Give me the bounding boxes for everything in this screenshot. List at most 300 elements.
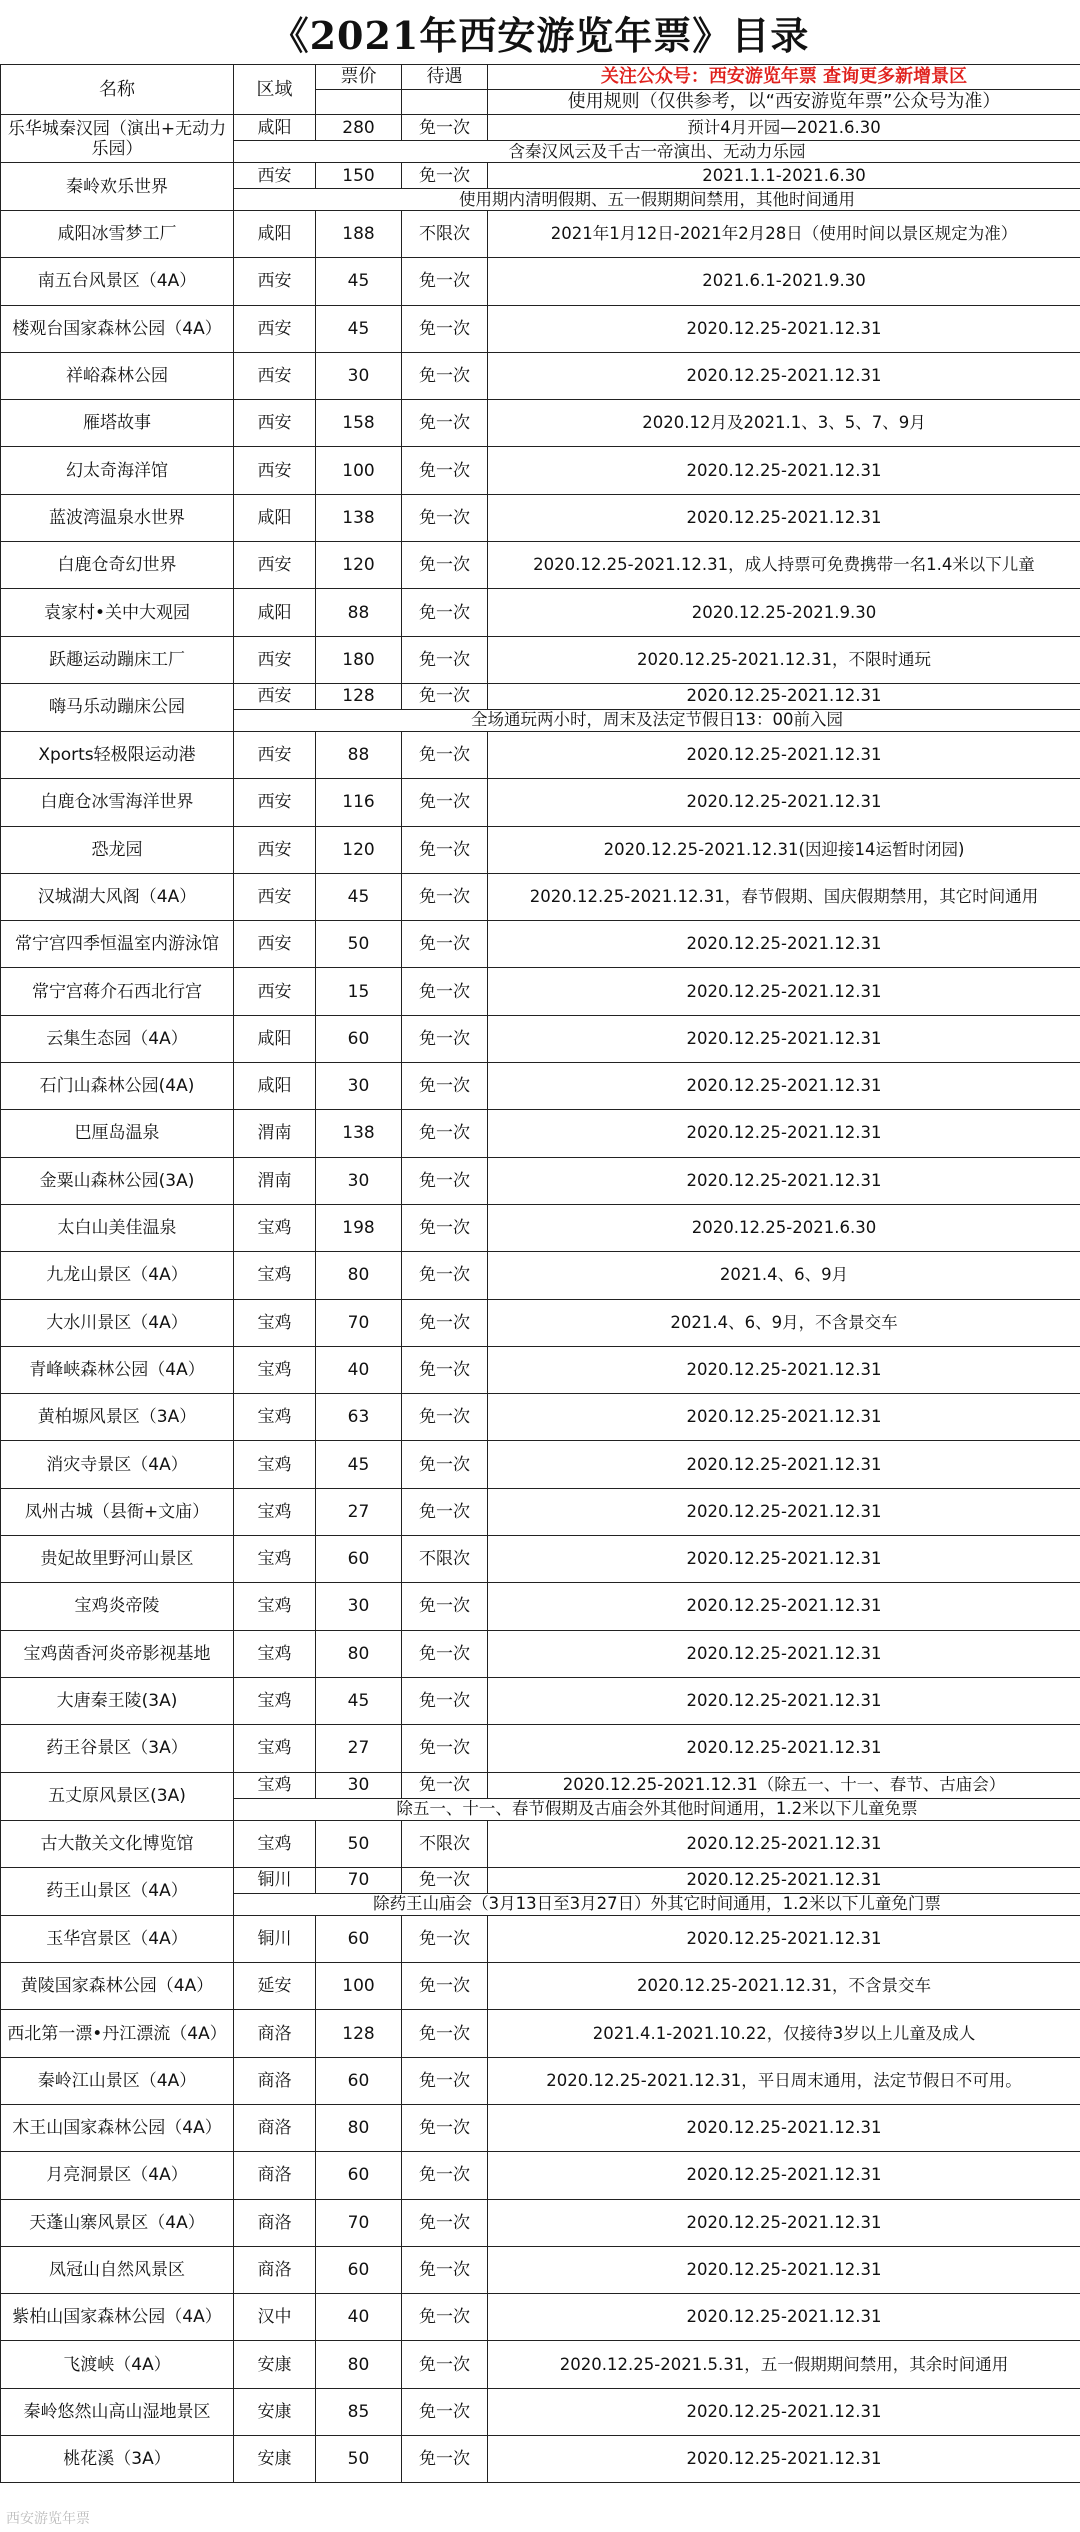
attraction-area: 西安 bbox=[234, 921, 316, 968]
attraction-benefit: 免一次 bbox=[402, 1488, 488, 1535]
attraction-price: 50 bbox=[316, 2436, 402, 2483]
attraction-name: 雁塔故事 bbox=[1, 400, 234, 447]
attraction-note: 2021.6.1-2021.9.30 bbox=[488, 258, 1080, 305]
table-row bbox=[1, 2104, 1080, 2151]
attraction-name: 宝鸡炎帝陵 bbox=[1, 1583, 234, 1630]
attraction-note: 2020.12.25-2021.12.31 bbox=[488, 352, 1080, 399]
attraction-area: 宝鸡 bbox=[234, 1394, 316, 1441]
attraction-name: 白鹿仓奇幻世界 bbox=[1, 542, 234, 589]
attraction-benefit: 免一次 bbox=[402, 636, 488, 683]
attraction-name: 凤冠山自然风景区 bbox=[1, 2246, 234, 2293]
attraction-area: 宝鸡 bbox=[234, 1820, 316, 1867]
attraction-name: 常宁宫蒋介石西北行宫 bbox=[1, 968, 234, 1015]
watermark: 西安游览年票 bbox=[6, 2511, 90, 2527]
attraction-price: 30 bbox=[316, 1583, 402, 1630]
page-title: 《2021年西安游览年票》目录 bbox=[270, 12, 810, 58]
attraction-benefit: 免一次 bbox=[402, 2199, 488, 2246]
attraction-area: 商洛 bbox=[234, 2104, 316, 2151]
attraction-area: 安康 bbox=[234, 2341, 316, 2388]
table-row bbox=[1, 873, 1080, 920]
attraction-name: 九龙山景区（4A） bbox=[1, 1252, 234, 1299]
table-row bbox=[1, 1772, 1080, 1798]
table-row bbox=[1, 1441, 1080, 1488]
attraction-note: 2020.12.25-2021.12.31 bbox=[488, 683, 1080, 709]
table-row bbox=[1, 494, 1080, 541]
table-row bbox=[1, 921, 1080, 968]
attraction-note: 2020.12.25-2021.12.31(因迎接14运暂时闭园) bbox=[488, 826, 1080, 873]
attraction-note: 2020.12.25-2021.12.31，不含景交车 bbox=[488, 1963, 1080, 2010]
table-row bbox=[1, 1963, 1080, 2010]
attraction-area: 西安 bbox=[234, 779, 316, 826]
attraction-name: 秦岭悠然山高山湿地景区 bbox=[1, 2388, 234, 2435]
attraction-area: 商洛 bbox=[234, 2246, 316, 2293]
attraction-name: 消灾寺景区（4A） bbox=[1, 1441, 234, 1488]
table-row bbox=[1, 2294, 1080, 2341]
header-price-blank bbox=[316, 90, 402, 115]
attraction-area: 西安 bbox=[234, 352, 316, 399]
attraction-note: 2020.12.25-2021.12.31 bbox=[488, 779, 1080, 826]
attraction-name: 古大散关文化博览馆 bbox=[1, 1820, 234, 1867]
attraction-name: 凤州古城（县衙+文庙） bbox=[1, 1488, 234, 1535]
attractions-table bbox=[0, 64, 1080, 2483]
attraction-price: 30 bbox=[316, 1063, 402, 1110]
attraction-price: 60 bbox=[316, 1536, 402, 1583]
attraction-benefit: 免一次 bbox=[402, 1963, 488, 2010]
attraction-note: 2020.12.25-2021.12.31（除五一、十一、春节、古庙会） bbox=[488, 1772, 1080, 1798]
attraction-price: 60 bbox=[316, 1015, 402, 1062]
attraction-benefit: 免一次 bbox=[402, 1346, 488, 1393]
table-row bbox=[1, 1063, 1080, 1110]
attraction-area: 西安 bbox=[234, 305, 316, 352]
attraction-benefit: 免一次 bbox=[402, 968, 488, 1015]
attraction-price: 27 bbox=[316, 1725, 402, 1772]
table-row bbox=[1, 1820, 1080, 1867]
attraction-area: 商洛 bbox=[234, 2152, 316, 2199]
table-row bbox=[1, 1488, 1080, 1535]
table-row bbox=[1, 826, 1080, 873]
attraction-benefit: 免一次 bbox=[402, 1394, 488, 1441]
attraction-name: 咸阳冰雪梦工厂 bbox=[1, 211, 234, 258]
attraction-area: 铜川 bbox=[234, 1867, 316, 1893]
attraction-note: 2020.12.25-2021.12.31 bbox=[488, 2152, 1080, 2199]
attraction-name: 南五台风景区（4A） bbox=[1, 258, 234, 305]
attraction-benefit: 免一次 bbox=[402, 2057, 488, 2104]
attraction-area: 西安 bbox=[234, 683, 316, 709]
attraction-price: 45 bbox=[316, 305, 402, 352]
attraction-area: 咸阳 bbox=[234, 494, 316, 541]
table-row bbox=[1, 1583, 1080, 1630]
attraction-area: 铜川 bbox=[234, 1915, 316, 1962]
table-row bbox=[1, 163, 1080, 189]
attraction-note: 2021.1.1-2021.6.30 bbox=[488, 163, 1080, 189]
attraction-note: 2020.12.25-2021.12.31 bbox=[488, 494, 1080, 541]
attraction-note: 2020.12.25-2021.12.31 bbox=[488, 731, 1080, 778]
attraction-benefit: 不限次 bbox=[402, 211, 488, 258]
attraction-benefit: 免一次 bbox=[402, 731, 488, 778]
attraction-name: 桃花溪（3A） bbox=[1, 2436, 234, 2483]
attraction-area: 安康 bbox=[234, 2388, 316, 2435]
table-row bbox=[1, 2341, 1080, 2388]
attraction-price: 40 bbox=[316, 1346, 402, 1393]
attraction-area: 商洛 bbox=[234, 2199, 316, 2246]
attraction-area: 汉中 bbox=[234, 2294, 316, 2341]
header-benefit-blank bbox=[402, 90, 488, 115]
table-row bbox=[1, 636, 1080, 683]
attraction-price: 50 bbox=[316, 1820, 402, 1867]
attraction-benefit: 免一次 bbox=[402, 1583, 488, 1630]
attraction-area: 咸阳 bbox=[234, 1015, 316, 1062]
attraction-note: 2020.12.25-2021.12.31 bbox=[488, 2388, 1080, 2435]
attraction-note: 2020.12.25-2021.12.31 bbox=[488, 2294, 1080, 2341]
attraction-name: 青峰峡森林公园（4A） bbox=[1, 1346, 234, 1393]
attraction-note: 2020.12.25-2021.12.31 bbox=[488, 2246, 1080, 2293]
attraction-note: 2020.12.25-2021.12.31 bbox=[488, 968, 1080, 1015]
table-row bbox=[1, 1346, 1080, 1393]
attraction-price: 280 bbox=[316, 115, 402, 141]
attraction-area: 商洛 bbox=[234, 2057, 316, 2104]
attraction-note: 2020.12.25-2021.12.31 bbox=[488, 1110, 1080, 1157]
attraction-extra-note: 全场通玩两小时，周末及法定节假日13：00前入园 bbox=[234, 709, 1080, 731]
attraction-price: 60 bbox=[316, 2152, 402, 2199]
attraction-price: 80 bbox=[316, 1252, 402, 1299]
attraction-area: 西安 bbox=[234, 873, 316, 920]
attraction-benefit: 免一次 bbox=[402, 2388, 488, 2435]
attraction-benefit: 免一次 bbox=[402, 2152, 488, 2199]
attraction-price: 100 bbox=[316, 1963, 402, 2010]
attraction-area: 咸阳 bbox=[234, 115, 316, 141]
table-row bbox=[1, 1536, 1080, 1583]
table-row bbox=[1, 589, 1080, 636]
attraction-note: 2020.12.25-2021.12.31 bbox=[488, 1677, 1080, 1724]
attraction-note: 2021.4、6、9月 bbox=[488, 1252, 1080, 1299]
table-row bbox=[1, 1015, 1080, 1062]
attraction-note: 2021.4.1-2021.10.22，仅接待3岁以上儿童及成人 bbox=[488, 2010, 1080, 2057]
attraction-note: 2020.12.25-2021.12.31，春节假期、国庆假期禁用，其它时间通用 bbox=[488, 873, 1080, 920]
attraction-benefit: 免一次 bbox=[402, 352, 488, 399]
attraction-price: 60 bbox=[316, 1915, 402, 1962]
attraction-name: 木王山国家森林公园（4A） bbox=[1, 2104, 234, 2151]
table-row bbox=[1, 1157, 1080, 1204]
attraction-price: 40 bbox=[316, 2294, 402, 2341]
attraction-note: 2020.12.25-2021.12.31 bbox=[488, 447, 1080, 494]
attraction-name: 月亮洞景区（4A） bbox=[1, 2152, 234, 2199]
table-row bbox=[1, 2199, 1080, 2246]
attraction-price: 45 bbox=[316, 1441, 402, 1488]
attraction-benefit: 免一次 bbox=[402, 779, 488, 826]
table-row bbox=[1, 1204, 1080, 1251]
attraction-price: 60 bbox=[316, 2246, 402, 2293]
attraction-price: 116 bbox=[316, 779, 402, 826]
attraction-price: 128 bbox=[316, 2010, 402, 2057]
attraction-benefit: 免一次 bbox=[402, 1015, 488, 1062]
attraction-name: 常宁宫四季恒温室内游泳馆 bbox=[1, 921, 234, 968]
attraction-benefit: 免一次 bbox=[402, 589, 488, 636]
table-row bbox=[1, 2152, 1080, 2199]
attraction-extra-note: 除药王山庙会（3月13日至3月27日）外其它时间通用，1.2米以下儿童免门票 bbox=[234, 1893, 1080, 1915]
header-row bbox=[1, 65, 1080, 90]
attraction-area: 宝鸡 bbox=[234, 1488, 316, 1535]
attraction-price: 80 bbox=[316, 2341, 402, 2388]
attraction-name: 白鹿仓冰雪海洋世界 bbox=[1, 779, 234, 826]
attraction-note: 2020.12.25-2021.12.31 bbox=[488, 2104, 1080, 2151]
attraction-area: 西安 bbox=[234, 968, 316, 1015]
attraction-name: 云集生态园（4A） bbox=[1, 1015, 234, 1062]
attraction-area: 宝鸡 bbox=[234, 1725, 316, 1772]
header-area: 区域 bbox=[234, 65, 316, 115]
attraction-area: 商洛 bbox=[234, 2010, 316, 2057]
attraction-benefit: 免一次 bbox=[402, 873, 488, 920]
attraction-note: 2020.12.25-2021.12.31 bbox=[488, 921, 1080, 968]
attraction-area: 宝鸡 bbox=[234, 1204, 316, 1251]
attraction-price: 150 bbox=[316, 163, 402, 189]
attraction-name: 宝鸡茵香河炎帝影视基地 bbox=[1, 1630, 234, 1677]
attraction-name: 幻太奇海洋馆 bbox=[1, 447, 234, 494]
attraction-note: 2020.12.25-2021.12.31 bbox=[488, 1015, 1080, 1062]
attraction-area: 西安 bbox=[234, 826, 316, 873]
table-row bbox=[1, 1677, 1080, 1724]
table-row bbox=[1, 115, 1080, 141]
attraction-name: 紫柏山国家森林公园（4A） bbox=[1, 2294, 234, 2341]
attraction-benefit: 免一次 bbox=[402, 115, 488, 141]
attraction-note: 2020.12.25-2021.12.31 bbox=[488, 1725, 1080, 1772]
table-row bbox=[1, 2010, 1080, 2057]
attraction-area: 咸阳 bbox=[234, 1063, 316, 1110]
attraction-name: 跃趣运动蹦床工厂 bbox=[1, 636, 234, 683]
attraction-name: 天蓬山寨风景区（4A） bbox=[1, 2199, 234, 2246]
attraction-note: 2020.12.25-2021.12.31 bbox=[488, 2436, 1080, 2483]
table-row bbox=[1, 447, 1080, 494]
attraction-price: 70 bbox=[316, 1867, 402, 1893]
attraction-note: 2020.12.25-2021.12.31 bbox=[488, 1820, 1080, 1867]
attraction-area: 西安 bbox=[234, 731, 316, 778]
attraction-benefit: 免一次 bbox=[402, 2104, 488, 2151]
attraction-benefit: 免一次 bbox=[402, 1063, 488, 1110]
attraction-note: 2020.12.25-2021.6.30 bbox=[488, 1204, 1080, 1251]
table-row bbox=[1, 2436, 1080, 2483]
attraction-area: 西安 bbox=[234, 400, 316, 447]
attraction-benefit: 免一次 bbox=[402, 1725, 488, 1772]
attraction-name: Xports轻极限运动港 bbox=[1, 731, 234, 778]
table-row bbox=[1, 1110, 1080, 1157]
attraction-note: 2020.12.25-2021.12.31 bbox=[488, 1488, 1080, 1535]
table-row bbox=[1, 1725, 1080, 1772]
attraction-benefit: 免一次 bbox=[402, 1772, 488, 1798]
attraction-price: 30 bbox=[316, 1157, 402, 1204]
attraction-note: 2020.12.25-2021.12.31，平日周末通用，法定节假日不可用。 bbox=[488, 2057, 1080, 2104]
table-row bbox=[1, 542, 1080, 589]
attraction-note: 2020.12月及2021.1、3、5、7、9月 bbox=[488, 400, 1080, 447]
attraction-price: 120 bbox=[316, 826, 402, 873]
attraction-name: 巴厘岛温泉 bbox=[1, 1110, 234, 1157]
table-row bbox=[1, 1394, 1080, 1441]
attraction-note: 2021.4、6、9月，不含景交车 bbox=[488, 1299, 1080, 1346]
attraction-price: 70 bbox=[316, 1299, 402, 1346]
table-row bbox=[1, 1867, 1080, 1893]
attraction-extra-note: 含秦汉风云及千古一帝演出、无动力乐园 bbox=[234, 141, 1080, 163]
attraction-area: 宝鸡 bbox=[234, 1583, 316, 1630]
attraction-price: 45 bbox=[316, 258, 402, 305]
table-row bbox=[1, 2057, 1080, 2104]
attraction-note: 2020.12.25-2021.12.31 bbox=[488, 1867, 1080, 1893]
table-row bbox=[1, 258, 1080, 305]
attraction-benefit: 免一次 bbox=[402, 1441, 488, 1488]
attraction-name: 贵妃故里野河山景区 bbox=[1, 1536, 234, 1583]
attraction-name: 嗨马乐动蹦床公园 bbox=[1, 683, 234, 731]
attraction-price: 80 bbox=[316, 1630, 402, 1677]
attraction-note: 2020.12.25-2021.12.31 bbox=[488, 1915, 1080, 1962]
attraction-name: 祥峪森林公园 bbox=[1, 352, 234, 399]
attraction-name: 袁家村•关中大观园 bbox=[1, 589, 234, 636]
attraction-benefit: 免一次 bbox=[402, 1867, 488, 1893]
attraction-benefit: 免一次 bbox=[402, 258, 488, 305]
attraction-name: 楼观台国家森林公园（4A） bbox=[1, 305, 234, 352]
table-row bbox=[1, 1630, 1080, 1677]
attraction-price: 45 bbox=[316, 873, 402, 920]
attraction-note: 2020.12.25-2021.12.31，成人持票可免费携带一名1.4米以下儿童 bbox=[488, 542, 1080, 589]
header-price: 票价 bbox=[316, 65, 402, 90]
attraction-benefit: 免一次 bbox=[402, 494, 488, 541]
attraction-price: 60 bbox=[316, 2057, 402, 2104]
attraction-name: 飞渡峡（4A） bbox=[1, 2341, 234, 2388]
attraction-price: 80 bbox=[316, 2104, 402, 2151]
attraction-note: 2020.12.25-2021.12.31 bbox=[488, 2199, 1080, 2246]
attraction-note: 2020.12.25-2021.9.30 bbox=[488, 589, 1080, 636]
attraction-price: 88 bbox=[316, 589, 402, 636]
attraction-name: 玉华宫景区（4A） bbox=[1, 1915, 234, 1962]
attraction-price: 45 bbox=[316, 1677, 402, 1724]
table-row bbox=[1, 968, 1080, 1015]
attraction-benefit: 免一次 bbox=[402, 2010, 488, 2057]
attraction-area: 宝鸡 bbox=[234, 1536, 316, 1583]
attraction-note: 2020.12.25-2021.12.31 bbox=[488, 1157, 1080, 1204]
attraction-area: 西安 bbox=[234, 636, 316, 683]
table-row bbox=[1, 731, 1080, 778]
attraction-benefit: 免一次 bbox=[402, 1630, 488, 1677]
attraction-name: 石门山森林公园(4A) bbox=[1, 1063, 234, 1110]
attraction-benefit: 免一次 bbox=[402, 1299, 488, 1346]
attraction-area: 宝鸡 bbox=[234, 1772, 316, 1798]
attraction-price: 70 bbox=[316, 2199, 402, 2246]
attraction-name: 乐华城秦汉园（演出+无动力乐园） bbox=[1, 115, 234, 163]
attraction-name: 药王山景区（4A） bbox=[1, 1867, 234, 1915]
attraction-name: 太白山美佳温泉 bbox=[1, 1204, 234, 1251]
attraction-name: 黄柏塬风景区（3A） bbox=[1, 1394, 234, 1441]
attraction-area: 渭南 bbox=[234, 1157, 316, 1204]
attraction-area: 宝鸡 bbox=[234, 1346, 316, 1393]
attraction-price: 138 bbox=[316, 1110, 402, 1157]
attraction-benefit: 免一次 bbox=[402, 305, 488, 352]
attraction-price: 100 bbox=[316, 447, 402, 494]
attraction-price: 188 bbox=[316, 211, 402, 258]
attraction-benefit: 不限次 bbox=[402, 1536, 488, 1583]
attraction-benefit: 免一次 bbox=[402, 400, 488, 447]
table-row bbox=[1, 1252, 1080, 1299]
attraction-price: 138 bbox=[316, 494, 402, 541]
attraction-benefit: 免一次 bbox=[402, 683, 488, 709]
attraction-note: 2020.12.25-2021.12.31 bbox=[488, 1630, 1080, 1677]
attraction-name: 五丈原风景区(3A) bbox=[1, 1772, 234, 1820]
attraction-area: 西安 bbox=[234, 258, 316, 305]
table-row bbox=[1, 305, 1080, 352]
attraction-note: 2020.12.25-2021.12.31 bbox=[488, 1536, 1080, 1583]
attraction-extra-note: 使用期内清明假期、五一假期期间禁用，其他时间通用 bbox=[234, 189, 1080, 211]
attraction-note: 2020.12.25-2021.12.31 bbox=[488, 1063, 1080, 1110]
attraction-area: 安康 bbox=[234, 2436, 316, 2483]
attraction-note: 2021年1月12日-2021年2月28日（使用时间以景区规定为准） bbox=[488, 211, 1080, 258]
table-row bbox=[1, 683, 1080, 709]
attraction-price: 158 bbox=[316, 400, 402, 447]
attraction-area: 渭南 bbox=[234, 1110, 316, 1157]
attraction-note: 2020.12.25-2021.12.31 bbox=[488, 1394, 1080, 1441]
attraction-benefit: 免一次 bbox=[402, 2294, 488, 2341]
table-row bbox=[1, 2246, 1080, 2293]
attraction-price: 88 bbox=[316, 731, 402, 778]
attraction-name: 西北第一漂•丹江漂流（4A） bbox=[1, 2010, 234, 2057]
attraction-price: 30 bbox=[316, 352, 402, 399]
attraction-area: 西安 bbox=[234, 447, 316, 494]
header-name: 名称 bbox=[1, 65, 234, 115]
attraction-name: 大水川景区（4A） bbox=[1, 1299, 234, 1346]
attraction-note: 2020.12.25-2021.12.31 bbox=[488, 1441, 1080, 1488]
table-row bbox=[1, 2388, 1080, 2435]
attraction-benefit: 免一次 bbox=[402, 1110, 488, 1157]
table-row bbox=[1, 400, 1080, 447]
attraction-price: 63 bbox=[316, 1394, 402, 1441]
attraction-note: 2020.12.25-2021.12.31，不限时通玩 bbox=[488, 636, 1080, 683]
attraction-benefit: 免一次 bbox=[402, 1677, 488, 1724]
attraction-name: 秦岭欢乐世界 bbox=[1, 163, 234, 211]
attraction-benefit: 免一次 bbox=[402, 2436, 488, 2483]
attraction-benefit: 免一次 bbox=[402, 921, 488, 968]
promo-banner: 关注公众号：西安游览年票 查询更多新增景区 bbox=[488, 65, 1080, 90]
attraction-price: 198 bbox=[316, 1204, 402, 1251]
attraction-name: 蓝波湾温泉水世界 bbox=[1, 494, 234, 541]
attraction-area: 延安 bbox=[234, 1963, 316, 2010]
attraction-benefit: 免一次 bbox=[402, 163, 488, 189]
header-benefit: 待遇 bbox=[402, 65, 488, 90]
table-row bbox=[1, 1915, 1080, 1962]
rules-note: 使用规则（仅供参考，以“西安游览年票”公众号为准） bbox=[488, 90, 1080, 115]
attraction-note: 预计4月开园—2021.6.30 bbox=[488, 115, 1080, 141]
attraction-area: 宝鸡 bbox=[234, 1252, 316, 1299]
attraction-benefit: 免一次 bbox=[402, 447, 488, 494]
attraction-note: 2020.12.25-2021.12.31 bbox=[488, 1346, 1080, 1393]
attraction-name: 药王谷景区（3A） bbox=[1, 1725, 234, 1772]
attraction-benefit: 免一次 bbox=[402, 1157, 488, 1204]
attraction-price: 30 bbox=[316, 1772, 402, 1798]
attraction-area: 宝鸡 bbox=[234, 1299, 316, 1346]
attraction-benefit: 免一次 bbox=[402, 826, 488, 873]
attraction-name: 大唐秦王陵(3A) bbox=[1, 1677, 234, 1724]
attraction-area: 咸阳 bbox=[234, 589, 316, 636]
attraction-benefit: 免一次 bbox=[402, 1252, 488, 1299]
attraction-name: 黄陵国家森林公园（4A） bbox=[1, 1963, 234, 2010]
attraction-price: 120 bbox=[316, 542, 402, 589]
attraction-area: 西安 bbox=[234, 542, 316, 589]
attraction-name: 恐龙园 bbox=[1, 826, 234, 873]
attraction-benefit: 免一次 bbox=[402, 1915, 488, 1962]
attraction-price: 27 bbox=[316, 1488, 402, 1535]
table-body bbox=[1, 65, 1080, 2483]
attraction-benefit: 免一次 bbox=[402, 2246, 488, 2293]
attraction-name: 汉城湖大风阁（4A） bbox=[1, 873, 234, 920]
attraction-area: 宝鸡 bbox=[234, 1677, 316, 1724]
attraction-price: 15 bbox=[316, 968, 402, 1015]
attraction-note: 2020.12.25-2021.12.31 bbox=[488, 1583, 1080, 1630]
attraction-price: 50 bbox=[316, 921, 402, 968]
attraction-note: 2020.12.25-2021.12.31 bbox=[488, 305, 1080, 352]
attraction-price: 180 bbox=[316, 636, 402, 683]
